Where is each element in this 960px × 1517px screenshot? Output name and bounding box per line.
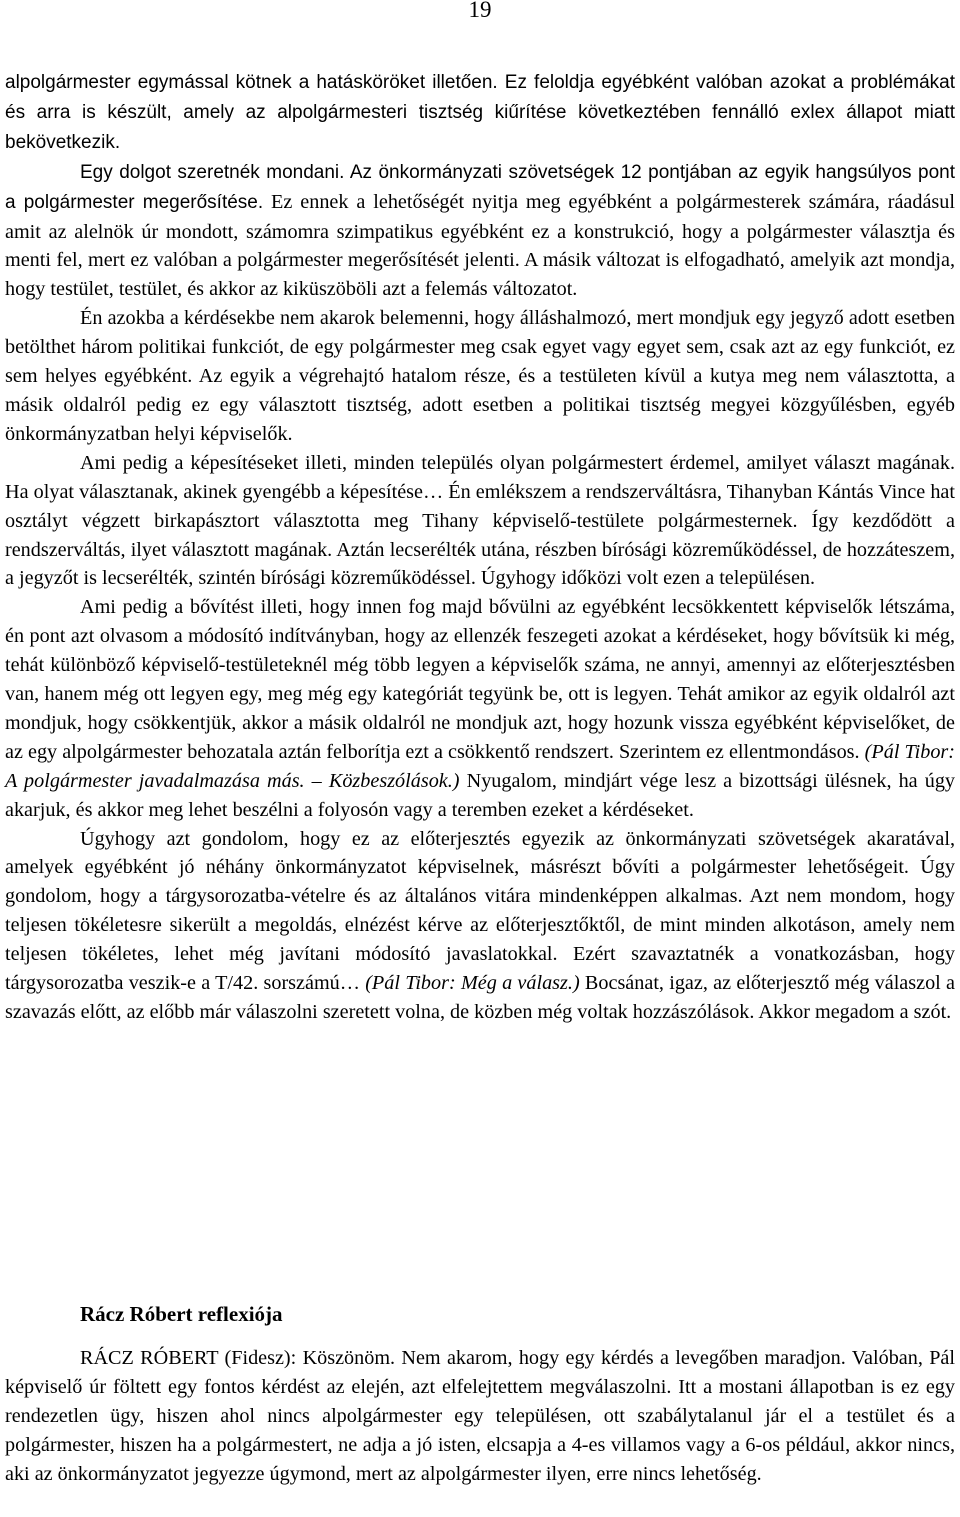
interjection: (Pál Tibor: A polgármester javadalmazása más. – Közbeszólások.) [5,740,955,792]
paragraph-text: alpolgármester egymással kötnek a hatásköröket illetően. Ez feloldja egyébként valóban azokat a problémákat és arra is készült, amely az alpolgármesteri tisztség kiűrítése következtében fennálló exlex állapot miatt bekövetkezik. [5,72,955,153]
paragraph-text: Nyugalom, mindjárt vége lesz a bizottsági ülésnek, ha úgy akarjuk, és akkor meg lehet beszélni a folyosón vagy a teremben ezeket a kérdéseket. [5,769,956,821]
paragraph-allashalmozo [5,304,955,449]
interjection: (Pál Tibor: Még a válasz.) [365,972,580,995]
section-heading: Rácz Róbert reflexiója [80,1302,283,1326]
paragraph-text: Ez ennek a lehetőségét nyitja meg egyébként a polgármesterek számára, ráadásul amit az alelnök úr mondott, számomra szimpatikus egyébként ez a konstrukció, hogy a polgármester választja és menti fel, mert ez valóban a polgármester megerősítését jelenti. A másik változat is elfogadható, amelyik azt mondja, hogy testület, testület, és akkor az kiküszöböli azt a felemás változatot. [5,190,955,301]
paragraph-text: Bocsánat, igaz, az előterjesztő még válaszol a szavazás előtt, az előbb már válaszolni szeretett volna, de közben még voltak hozzászólások. Akkor megadom a szót. [5,972,955,1023]
paragraph-text: Ami pedig a képesítéseket illeti, minden település olyan polgármestert érdemel, amilyet választ magának. Ha olyat választanak, akinek gyengébb a képesítése… Én emlékszem a rendszerváltásra, Tihanyban Kántás Vince hat osztályt végzett birkapásztort választotta meg Tihany képviselő-testülete polgármesternek. Így kezdődött a rendszerváltás, ilyet választott magának. Aztán lecserélték utána, részben bírósági közreműködéssel, de hozzáteszem, a jegyzőt is lecserélték, szintén bírósági közreműködéssel. Úgyhogy időközi volt ezen a településen. [5,451,955,590]
paragraph-text: Egy dolgot szeretnék mondani. Az önkormányzati szövetségek 12 pontjában az egyik hangsúlyos pont a polgármester megerősítése. [5,161,955,213]
paragraph-bovites [5,593,955,824]
paragraph-text: Ami pedig a bővítést illeti, hogy innen fog majd bővülni az egyébként lecsökkentett képviselők létszáma, én pont azt olvasom a módosító indítványban, hogy az ellenzék feszegeti azokat a kérdéseket, hogy bővítsük ki még, tehát különböző képviselő-testületeknél még több legyen a képviselők száma, ne annyi, amennyi az előterjesztésben van, hanem még ott legyen egy, meg még egy kategóriát tegyünk be, ott is legyen. Tehát amikor az egyik oldalról azt mondjuk, hogy csökkentjük, akkor a másik oldalról ne mondjuk azt, hogy hozunk vissza egyébként képviselőket, de az egy alpolgármester behozatala aztán felborítja ezt a csökkentő rendszert. Szerintem ez ellentmondásos. [5,596,955,763]
paragraph-kepesitesek [5,449,955,594]
section-paragraph: RÁCZ RÓBERT (Fidesz): Köszönöm. Nem akarom, hogy egy kérdés a levegőben maradjon. Valóban, Pál képviselő úr föltett egy fontos kérdést az elején, azt elfelejtettem megválaszolni. Itt a mostani állapotban is ez egy rendezetlen ügy, hiszen ahol nincs alpolgármester egy településen, ott szabálytalanul jár el a testület és a polgármester, hiszen ha a polgármestert, ne adja a jó isten, elcsapja a 4-es villamos vagy a 6-os például, akkor nincs, aki az önkormányzatot jegyezze úgymond, mert az alpolgármester ilyen, erre nincs lehetőség. [5,1347,955,1485]
page-number: 19 [468,0,492,22]
paragraph-text: Én azokba a kérdésekbe nem akarok belemenni, hogy álláshalmozó, mert mondjuk egy jegyző adott esetben betölthet három politikai funkciót, de egy polgármester meg csak egyet vagy egyet sem, csak azt az egy funkciót, ez sem helyes egyébként. Az egyik a végrehajtó hatalom része, és a testületen kívül a kutya meg nem választotta, a másik oldalról pedig ez egy választott tisztség, adott esetben a politikai tisztség megyei közgyűlésben, egyéb önkormányzatban helyi képviselők. [5,307,955,445]
paragraph-osszegzes [5,825,955,1027]
paragraph-szovetsegek [5,158,955,305]
paragraph-continuation [5,68,955,158]
transcript-body [5,68,955,1027]
paragraph-text: Úgyhogy azt gondolom, hogy ez az előterjesztés egyezik az önkormányzati szövetségek akaratával, amelyek egyébként jó néhány önkormányzatot képviselnek, másrészt bővíti a polgármester lehetőségeit. Úgy gondolom, hogy a tárgysorozatba-vételre és az általános vitára mindenképpen alkalmas. Azt nem mondom, hogy teljesen tökéletesre sikerült a megoldás, elnézést kérve az előterjesztőktől, de mint minden alkotáson, amely nem teljesen tökéletes, lehet még javítani módosító javaslatokkal. Ezért szavaztatnék a vonatkozásban, hogy tárgysorozatba veszik-e a T/42. sorszámú… [5,827,955,995]
